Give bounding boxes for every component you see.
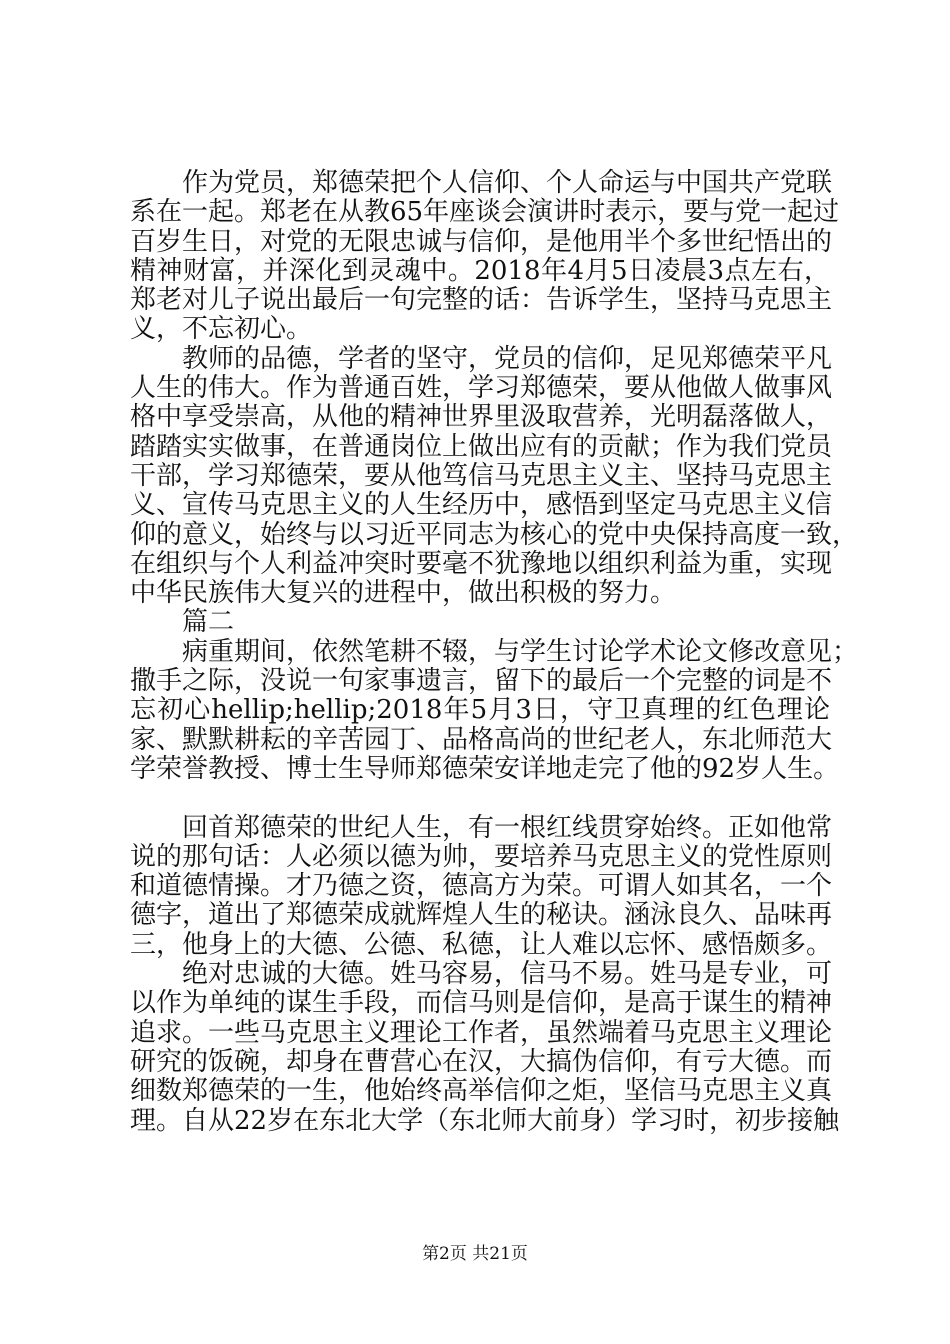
paragraph-line: 系在一起。郑老在从教65年座谈会演讲时表示，要与党一起过 [130,197,840,228]
paragraph-line: 说的那句话：人必须以德为帅，要培养马克思主义的党性原则 [130,841,833,872]
paragraph-line: 追求。一些马克思主义理论工作者，虽然端着马克思主义理论 [130,1017,833,1048]
paragraph-line: 研究的饭碗，却身在曹营心在汉，大搞伪信仰，有亏大德。而 [130,1046,833,1077]
paragraph-line: 理。自从22岁在东北大学（东北师大前身）学习时，初步接触 [130,1105,840,1136]
paragraph-line: 仰的意义，始终与以习近平同志为核心的党中央保持高度一致， [130,519,859,550]
paragraph-line: 作为党员，郑德荣把个人信仰、个人命运与中国共产党联 [182,168,833,198]
paragraph-line: 精神财富，并深化到灵魂中。2018年4月5日凌晨3点左右， [130,255,830,286]
paragraph-line: 和道德情操。才乃德之资，德高方为荣。可谓人如其名，一个 [130,871,833,902]
paragraph-line: 郑老对儿子说出最后一句完整的话：告诉学生，坚持马克思主 [130,285,833,316]
paragraph-line: 家、默默耕耘的辛苦园丁、品格高尚的世纪老人，东北师范大 [130,724,833,755]
paragraph-line: 义、宣传马克思主义的人生经历中，感悟到坚定马克思主义信 [130,490,833,521]
paragraph-line: 以作为单纯的谋生手段，而信马则是信仰，是高于谋生的精神 [130,988,833,1019]
paragraph-line: 中华民族伟大复兴的进程中，做出积极的努力。 [130,578,677,609]
paragraph-line: 撒手之际，没说一句家事遗言，留下的最后一个完整的词是不 [130,666,833,697]
paragraph-line: 忘初心hellip;hellip;2018年5月3日，守卫真理的红色理论 [130,695,830,726]
paragraph-line: 细数郑德荣的一生，他始终高举信仰之炬，坚信马克思主义真 [130,1076,833,1107]
blank-line [130,784,830,813]
document-body [130,168,859,1136]
paragraph-line: 人生的伟大。作为普通百姓，学习郑德荣，要从他做人做事风 [130,373,833,404]
paragraph-line: 病重期间，依然笔耕不辍，与学生讨论学术论文修改意见； [182,636,859,667]
paragraph-line: 干部，学习郑德荣，要从他笃信马克思主义主、坚持马克思主 [130,460,833,491]
paragraph-line: 义，不忘初心。 [130,314,313,345]
paragraph-line: 德字，道出了郑德荣成就辉煌人生的秘诀。涵泳良久、品味再 [130,900,833,931]
paragraph-line: 三，他身上的大德、公德、私德，让人难以忘怀、感悟颇多。 [130,929,833,960]
paragraph-line: 在组织与个人利益冲突时要毫不犹豫地以组织利益为重，实现 [130,548,833,579]
paragraph-line: 踏踏实实做事，在普通岗位上做出应有的贡献；作为我们党员 [130,431,833,462]
section-heading: 篇二 [182,607,235,638]
paragraph-line: 百岁生日，对党的无限忠诚与信仰，是他用半个多世纪悟出的 [130,226,833,257]
page-footer: 第2页 共21页 [422,1244,528,1264]
paragraph-line: 学荣誉教授、博士生导师郑德荣安详地走完了他的92岁人生。 [130,753,840,784]
paragraph-line: 格中享受崇高，从他的精神世界里汲取营养，光明磊落做人， [130,402,833,433]
paragraph-line: 回首郑德荣的世纪人生，有一根红线贯穿始终。正如他常 [182,812,833,843]
paragraph-line: 教师的品德，学者的坚守，党员的信仰，足见郑德荣平凡 [182,343,833,374]
paragraph-line: 绝对忠诚的大德。姓马容易，信马不易。姓马是专业，可 [182,959,833,990]
